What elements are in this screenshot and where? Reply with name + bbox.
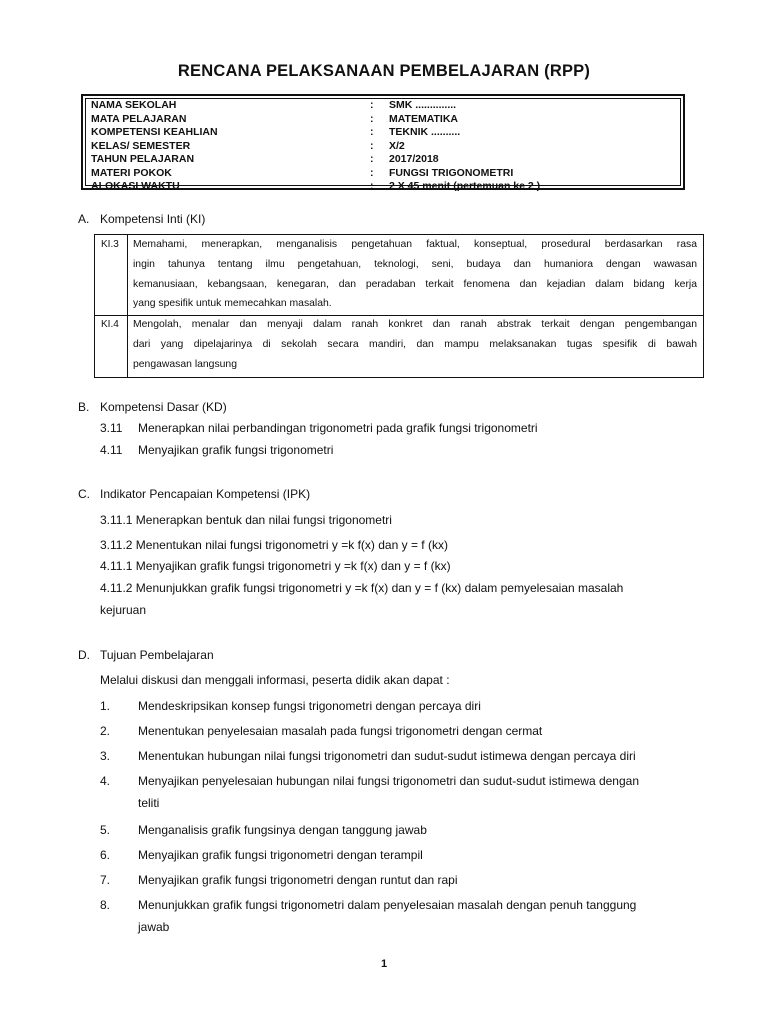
- kd-text: Menerapkan nilai perbandingan trigonometri pada grafik fungsi trigonometri: [138, 421, 538, 435]
- section-title: Tujuan Pembelajaran: [100, 648, 214, 662]
- ki-text-line: pengawasan langsung: [133, 359, 237, 370]
- ipk-item: 3.11.1 Menerapkan bentuk dan nilai fungsi trigonometri: [100, 513, 392, 527]
- kd-text: Menyajikan grafik fungsi trigonometri: [138, 443, 334, 457]
- objective-number: 4.: [100, 774, 111, 788]
- ki-table: [94, 234, 704, 378]
- identity-value: MATEMATIKA: [389, 112, 459, 125]
- objective-number: 8.: [100, 898, 111, 912]
- objective-number: 3.: [100, 749, 111, 763]
- objective-text: Menyajikan grafik fungsi trigonometri dengan terampil: [138, 848, 423, 862]
- identity-separator: :: [370, 126, 374, 138]
- identity-label: KELAS/ SEMESTER: [91, 139, 191, 152]
- section-letter: C.: [78, 487, 90, 501]
- identity-separator: :: [370, 112, 374, 125]
- objective-text-continuation: teliti: [138, 796, 160, 810]
- objective-text: Menganalisis grafik fungsinya dengan tanggung jawab: [138, 823, 427, 837]
- identity-label: ALOKASI WAKTU: [91, 180, 180, 192]
- identity-label: TAHUN PELAJARAN: [91, 153, 195, 165]
- ki-text-line: kemanusiaan, kebangsaan, kenegaran, dan peradaban terkait fenomena dan kejadian dalam bidang kerja: [133, 279, 697, 290]
- section-letter: B.: [78, 400, 90, 414]
- objective-text: Menunjukkan grafik fungsi trigonometri dalam penyelesaian masalah dengan penuh tanggung: [138, 898, 637, 912]
- section-letter: D.: [78, 648, 90, 662]
- objective-number: 2.: [100, 724, 111, 738]
- identity-value: X/2: [389, 139, 405, 152]
- objective-number: 7.: [100, 873, 111, 887]
- identity-box: [81, 94, 685, 190]
- identity-label: KOMPETENSI KEAHLIAN: [91, 126, 218, 138]
- ipk-item-continuation: kejuruan: [100, 603, 147, 617]
- objective-text: Menyajikan grafik fungsi trigonometri dengan runtut dan rapi: [138, 873, 458, 887]
- document-title: RENCANA PELAKSANAAN PEMBELAJARAN (RPP): [177, 62, 591, 80]
- identity-label: MATERI POKOK: [91, 166, 172, 179]
- identity-label: NAMA SEKOLAH: [91, 99, 177, 111]
- identity-value: 2 X 45 menit (pertemuan ke 2 ): [389, 180, 541, 192]
- identity-separator: :: [370, 139, 374, 152]
- section-title: Kompetensi Dasar (KD): [100, 400, 227, 414]
- section-letter: A.: [78, 212, 90, 226]
- identity-separator: :: [370, 99, 374, 111]
- objective-number: 6.: [100, 848, 111, 862]
- objectives-intro: Melalui diskusi dan menggali informasi, peserta didik akan dapat :: [100, 673, 450, 687]
- kd-number: 4.11: [100, 443, 123, 457]
- objective-text: Menentukan penyelesaian masalah pada fungsi trigonometri dengan cermat: [138, 724, 543, 738]
- ipk-item: 3.11.2 Menentukan nilai fungsi trigonometri y =k f(x) dan y = f (kx): [100, 538, 448, 552]
- objective-text: Menentukan hubungan nilai fungsi trigonometri dan sudut-sudut istimewa dengan percaya diri: [138, 749, 636, 763]
- identity-separator: :: [370, 153, 374, 165]
- objective-text: Mendeskripsikan konsep fungsi trigonometri dengan percaya diri: [138, 699, 481, 713]
- objective-text: Menyajikan penyelesaian hubungan nilai fungsi trigonometri dan sudut-sudut istimewa dengan: [138, 774, 639, 788]
- ki-code: KI.3: [101, 239, 119, 250]
- ki-code: KI.4: [101, 319, 119, 330]
- identity-separator: :: [370, 166, 374, 179]
- identity-value: TEKNIK ..........: [389, 126, 461, 138]
- kd-number: 3.11: [100, 421, 123, 435]
- ki-text-line: Mengolah, menalar dan menyaji dalam ranah konkret dan ranah abstrak terkait dengan pengembangan: [133, 319, 697, 330]
- objective-number: 1.: [100, 699, 111, 713]
- ki-text-line: yang spesifik untuk memecahkan masalah.: [133, 298, 332, 309]
- identity-value: FUNGSI TRIGONOMETRI: [389, 166, 514, 179]
- identity-separator: :: [370, 180, 374, 192]
- ipk-item: 4.11.2 Menunjukkan grafik fungsi trigonometri y =k f(x) dan y = f (kx) dalam pemyelesaian masalah: [100, 581, 624, 595]
- ipk-item: 4.11.1 Menyajikan grafik fungsi trigonometri y =k f(x) dan y = f (kx): [100, 559, 451, 573]
- page-number: 1: [380, 958, 388, 970]
- identity-label: MATA PELAJARAN: [91, 112, 187, 125]
- identity-value: SMK ..............: [389, 99, 457, 111]
- objective-text-continuation: jawab: [138, 920, 170, 934]
- ki-text-line: ingin tahunya tentang ilmu pengetahuan, teknologi, seni, budaya dan humaniora dengan wawasan: [133, 259, 697, 270]
- identity-value: 2017/2018: [389, 153, 439, 165]
- section-title: Kompetensi Inti (KI): [100, 212, 206, 226]
- section-title: Indikator Pencapaian Kompetensi (IPK): [100, 487, 311, 501]
- objective-number: 5.: [100, 823, 111, 837]
- ki-text-line: Memahami, menerapkan, menganalisis pengetahuan faktual, konseptual, prosedural berdasarkan rasa: [133, 239, 697, 250]
- ki-text-line: dari yang dipelajarinya di sekolah secara mandiri, dan mampu melaksanakan tugas spesifik di bawah: [133, 339, 697, 350]
